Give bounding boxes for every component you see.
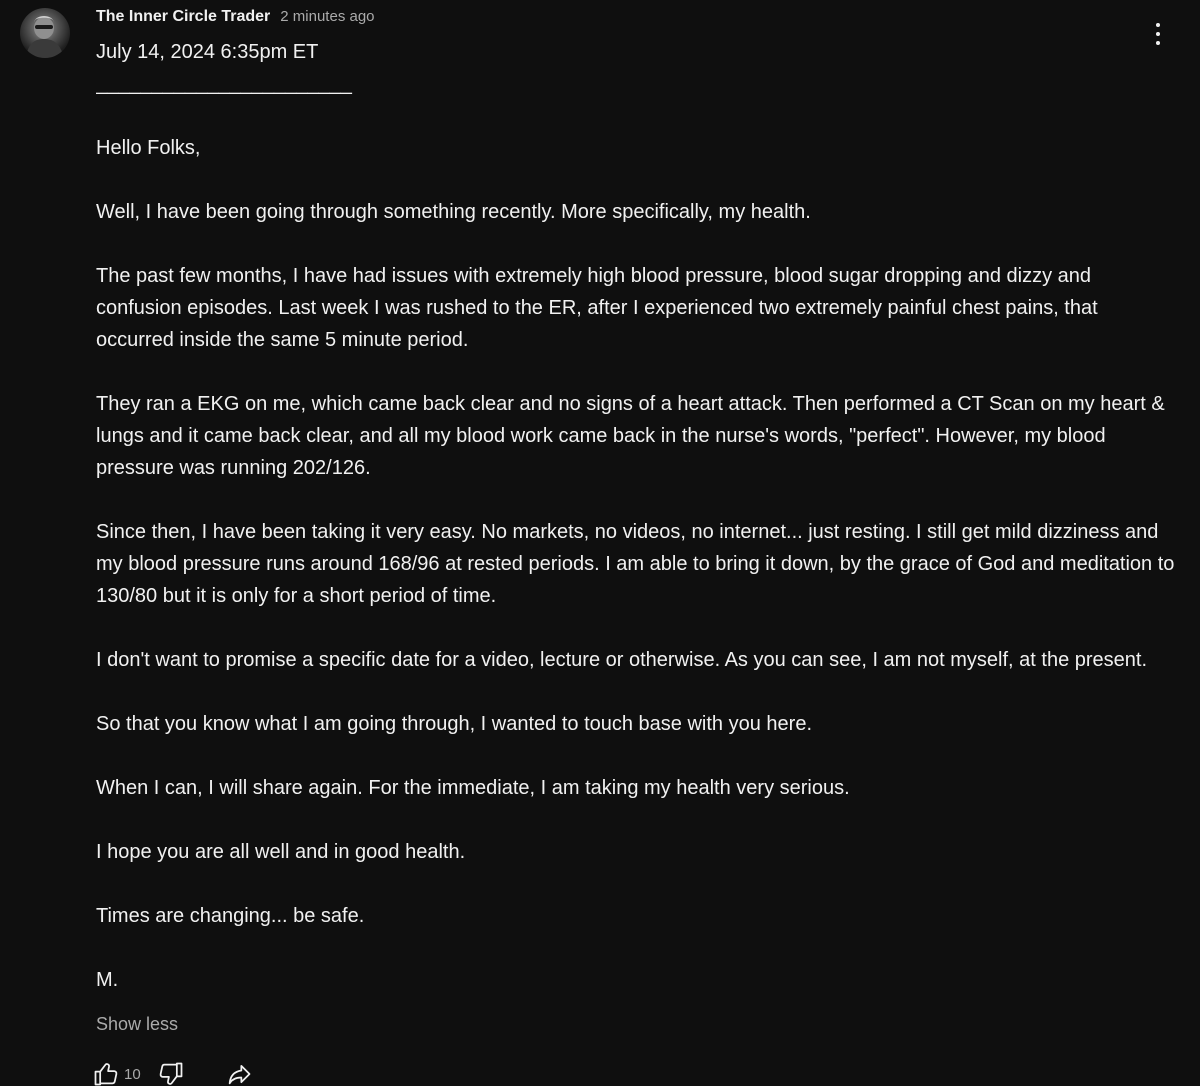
signature: M.: [96, 969, 119, 991]
thumbs-up-icon: [92, 1060, 120, 1086]
share-icon: [225, 1060, 253, 1086]
post-timestamp[interactable]: 2 minutes ago: [280, 8, 375, 25]
dislike-button[interactable]: [157, 1060, 185, 1086]
more-vertical-icon: [1156, 23, 1160, 27]
paragraph: Times are changing... be safe.: [96, 905, 365, 927]
avatar-icon: [20, 8, 70, 58]
post-body: [96, 36, 1176, 996]
paragraph: So that you know what I am going through, I wanted to touch base with you here.: [96, 713, 812, 735]
paragraph: Well, I have been going through something recently. More specifically, my health.: [96, 201, 811, 223]
post-divider-line: _______________________: [96, 73, 352, 95]
paragraph: They ran a EKG on me, which came back clear and no signs of a heart attack. Then performed a CT Scan on my heart & lungs and it came back clear, and all my blood work came back in the nurse's words, "perfect". However, my blood pressure was running 202/126.: [96, 393, 1165, 479]
paragraph: I don't want to promise a specific date for a video, lecture or otherwise. As you can see, I am not myself, at the present.: [96, 649, 1148, 671]
paragraph-greeting: Hello Folks,: [96, 137, 201, 159]
post-actions: [92, 1060, 253, 1086]
share-button[interactable]: [225, 1060, 253, 1086]
author-name[interactable]: The Inner Circle Trader: [96, 8, 271, 25]
post-date-line: July 14, 2024 6:35pm ET: [96, 41, 319, 63]
paragraph: The past few months, I have had issues with extremely high blood pressure, blood sugar dropping and dizzy and confusion episodes. Last week I was rushed to the ER, after I experienced two extremely painful chest pains, that occurred inside the same 5 minute period.: [96, 265, 1098, 351]
thumbs-down-icon: [157, 1060, 185, 1086]
paragraph: When I can, I will share again. For the immediate, I am taking my health very serious.: [96, 777, 850, 799]
paragraph: I hope you are all well and in good health.: [96, 841, 466, 863]
like-count: 10: [124, 1065, 141, 1083]
paragraph: Since then, I have been taking it very easy. No markets, no videos, no internet... just resting. I still get mild dizziness and my blood pressure runs around 168/96 at rested periods. I am able to bring it down, by the grace of God and meditation to 130/80 but it is only for a short period of time.: [96, 521, 1175, 607]
avatar[interactable]: [20, 8, 70, 58]
post-header: [96, 8, 375, 26]
like-button[interactable]: [92, 1060, 120, 1086]
show-less-button[interactable]: Show less: [96, 1014, 179, 1034]
